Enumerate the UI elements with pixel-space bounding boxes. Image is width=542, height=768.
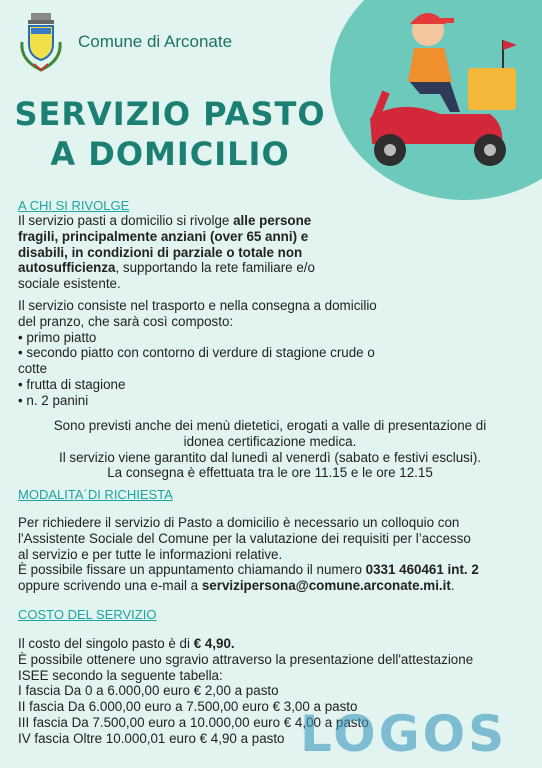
section-heading-target: A CHI SI RIVOLGE [18, 198, 130, 213]
list-item: cotte [18, 361, 48, 377]
phone-number: 0331 460461 int. 2 [365, 562, 479, 578]
section-target-text: Il servizio pasti a domicilio si rivolge alle persone fragili, principalmente anziani (over 65 anni) e disabili, in condizioni di parziale o totale non autosufficienza, supportando la rete familiare e/o sociale esistente. [18, 213, 315, 292]
list-item: • frutta di stagione [18, 376, 126, 392]
service-description: Il servizio consiste nel trasporto e nella consegna a domicilio del pranzo, che sarà così composto: • primo piatto • secondo piatto con contorno di verdure di stagione crude o cotte • frutta di stagione • n. 2 panini [18, 298, 528, 409]
list-item: I fascia Da 0 a 6.000,00 euro € 2,00 a pasto [18, 683, 279, 699]
coat-of-arms-icon [18, 12, 64, 74]
list-item: • primo piatto [18, 329, 97, 345]
delivery-scooter-illustration [350, 0, 530, 180]
list-item: III fascia Da 7.500,00 euro a 10.000,00 euro € 4,00 a pasto [18, 714, 369, 730]
service-notes: Sono previsti anche dei menù dietetici, erogati a valle di presentazione di idonea certificazione medica. Il servizio viene garantito dal lunedì al venerdì (sabato e festivi esclusi). La consegna è effettuata tra le ore 11.15 e le ore 12.15 [53, 418, 487, 481]
page-title-line1: SERVIZIO PASTO [14, 95, 326, 133]
page-title-line2: A DOMICILIO [50, 135, 290, 173]
section-heading-request: MODALITA´DI RICHIESTA [18, 487, 173, 502]
list-item: IV fascia Oltre 10.000,01 euro € 4,90 a pasto [18, 730, 285, 746]
list-item: • n. 2 panini [18, 392, 89, 408]
section-cost-text: Il costo del singolo pasto è di € 4,90. È possibile ottenere uno sgravio attraverso la presentazione dell'attestazione ISEE secondo la seguente tabella: I fascia Da 0 a 6.000,00 euro € 2,00 a pasto II fascia Da 6.000,00 euro a 7.500,00 euro € 3,00 a pasto III fascia Da 7.500,00 euro a 10.000,00 euro € 4,00 a pasto IV fascia Oltre 10.000,01 euro € 4,90 a pasto [18, 636, 538, 747]
list-item: • secondo piatto con contorno di verdure di stagione crude o [18, 345, 375, 361]
list-item: II fascia Da 6.000,00 euro a 7.500,00 euro € 3,00 a pasto [18, 699, 358, 715]
logos-watermark: LOGOS [300, 705, 508, 763]
section-request-text: Per richiedere il servizio di Pasto a domicilio è necessario un colloquio con l'Assistente Sociale del Comune per la valutazione dei requisiti per l’accesso al servizio e per tutte le informazioni relative. È possibile fissare un appuntamento chiamando il numero 0331 460461 int. 2 oppure scrivendo una e-mail a servizipersona@comune.arconate.mi.it. [18, 515, 479, 594]
municipality-name: Comune di Arconate [78, 32, 233, 51]
email-address[interactable]: servizipersona@comune.arconate.mi.it [201, 578, 451, 594]
section-heading-cost: COSTO DEL SERVIZIO [18, 607, 157, 622]
